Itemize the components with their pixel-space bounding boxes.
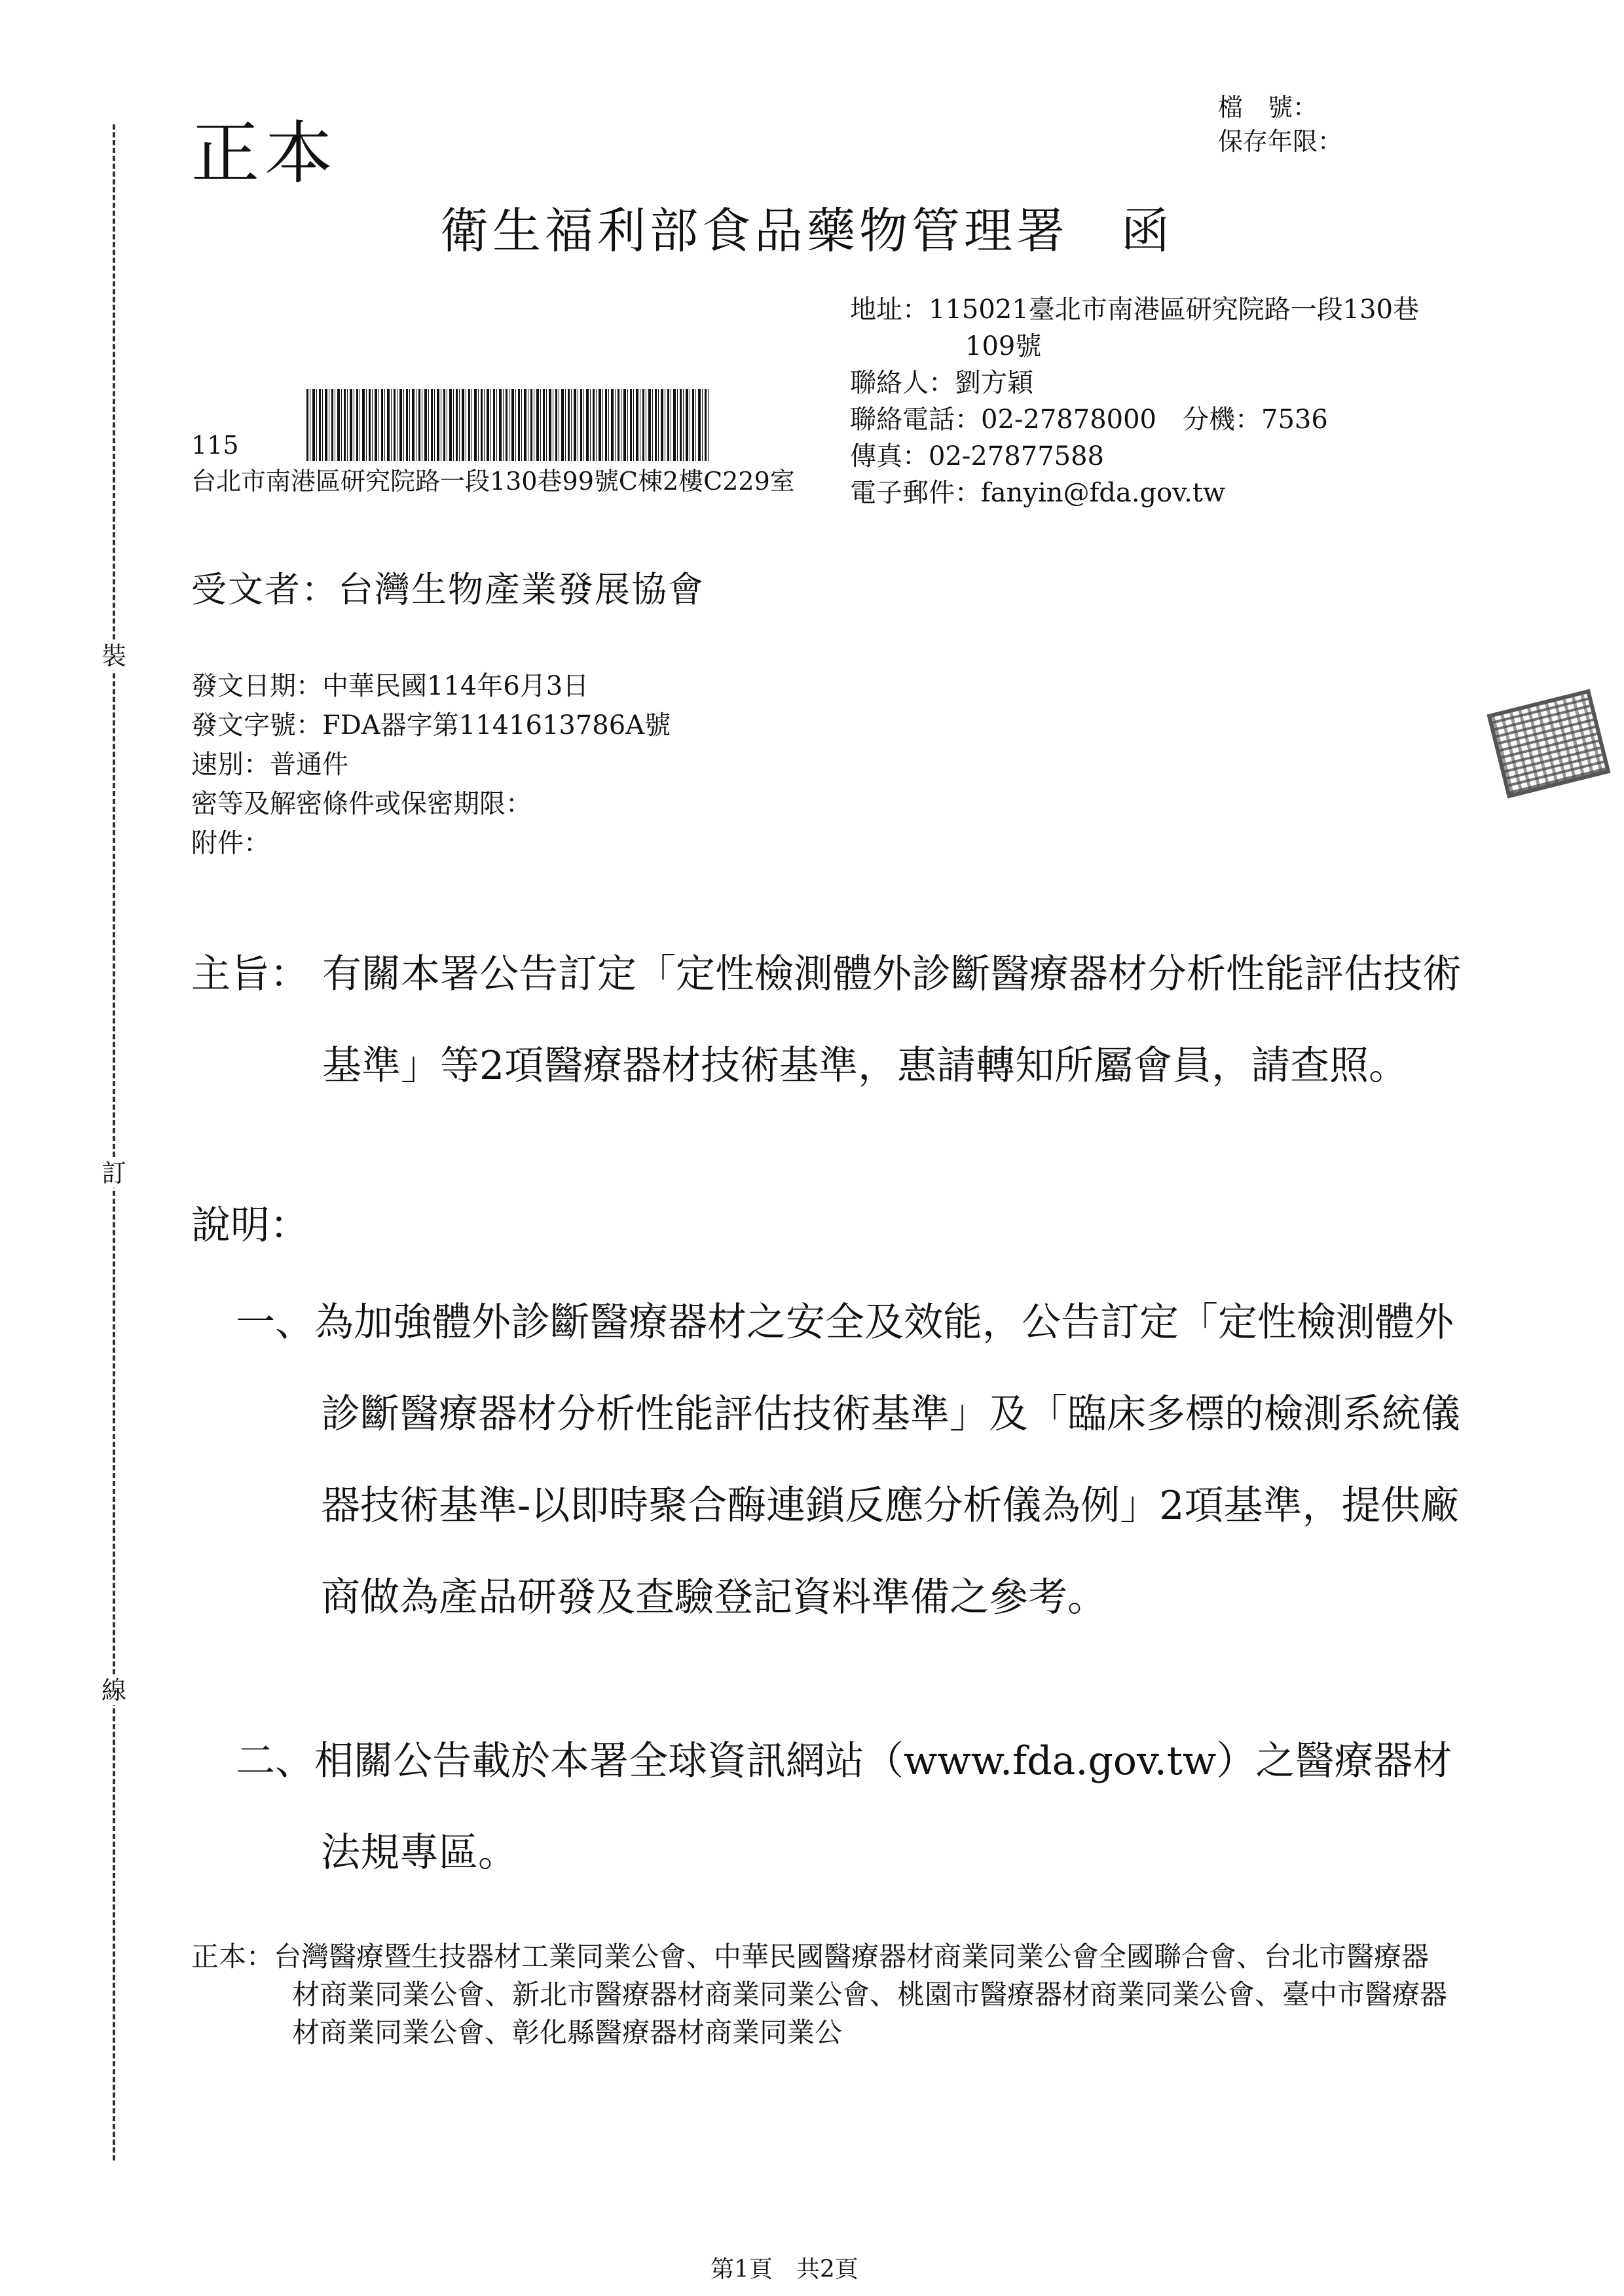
fax: 傳真：02-27877588	[850, 441, 1105, 471]
secrecy-level: 密等及解密條件或保密期限：	[191, 789, 532, 819]
binding-mark-xian: 線	[101, 1676, 126, 1705]
original-copy-mark: 正本	[191, 113, 339, 193]
attachment: 附件：	[191, 828, 270, 858]
address-line2: 109號	[965, 331, 1042, 361]
file-number-label: 檔 號：	[1217, 93, 1318, 122]
file-meta	[1218, 90, 1342, 158]
email: 電子郵件：fanyin@fda.gov.tw	[850, 478, 1226, 508]
explanation-item-2: 二、相關公告載於本署全球資訊網站（www.fda.gov.tw）之醫療器材法規專區。	[236, 1738, 1452, 1876]
seal-stamp	[1486, 689, 1610, 798]
speed-class: 速別：普通件	[191, 750, 348, 780]
phone: 聯絡電話：02-27878000 分機：7536	[850, 405, 1328, 435]
subject-section	[191, 928, 1468, 1112]
contact-block	[850, 291, 1419, 511]
binding-mark-zhuang: 裝	[101, 642, 126, 670]
document-meta	[191, 666, 671, 863]
issue-date: 發文日期：中華民國114年6月3日	[191, 671, 589, 701]
address-line1: 地址：115021臺北市南港區研究院路一段130巷	[850, 295, 1420, 325]
agency-title: 衛生福利部食品藥物管理署 函	[440, 203, 1173, 259]
subject-label: 主旨：	[191, 951, 309, 997]
document-number: 發文字號：FDA器字第1141613786A號	[191, 710, 671, 740]
sender-address: 台北市南港區研究院路一段130巷99號C棟2樓C229室	[191, 467, 795, 496]
binding-mark-ding: 訂	[101, 1159, 126, 1188]
retention-label: 保存年限：	[1217, 127, 1342, 156]
recipient: 受文者：台灣生物產業發展協會	[191, 569, 705, 610]
explanation-label: 說明：	[191, 1203, 309, 1248]
explanation-item-1: 一、為加強體外診斷醫療器材之安全及效能，公告訂定「定性檢測體外診斷醫療器材分析性能評估技術基準」及「臨床多標的檢測系統儀器技術基準-以即時聚合酶連鎖反應分析儀為例」2項基準，提供廠商做為產品研發及查驗登記資料準備之參考。	[236, 1300, 1460, 1620]
barcode	[306, 389, 709, 461]
contact-person: 聯絡人：劉方穎	[850, 368, 1033, 398]
sender-zip: 115	[191, 431, 239, 460]
binding-line	[113, 124, 115, 2160]
copies-recipients: 正本：台灣醫療暨生技器材工業同業公會、中華民國醫療器材商業同業公會全國聯合會、台北市醫療器材商業同業公會、新北市醫療器材商業同業公會、桃園市醫療器材商業同業公會、臺中市醫療器材商業同業公會、彰化縣醫療器材商業同業公	[191, 1941, 1448, 2049]
subject-text: 有關本署公告訂定「定性檢測體外診斷醫療器材分析性能評估技術基準」等2項醫療器材技術基準，惠請轉知所屬會員，請查照。	[322, 951, 1462, 1089]
page-footer: 第1頁 共2頁	[710, 2256, 858, 2283]
